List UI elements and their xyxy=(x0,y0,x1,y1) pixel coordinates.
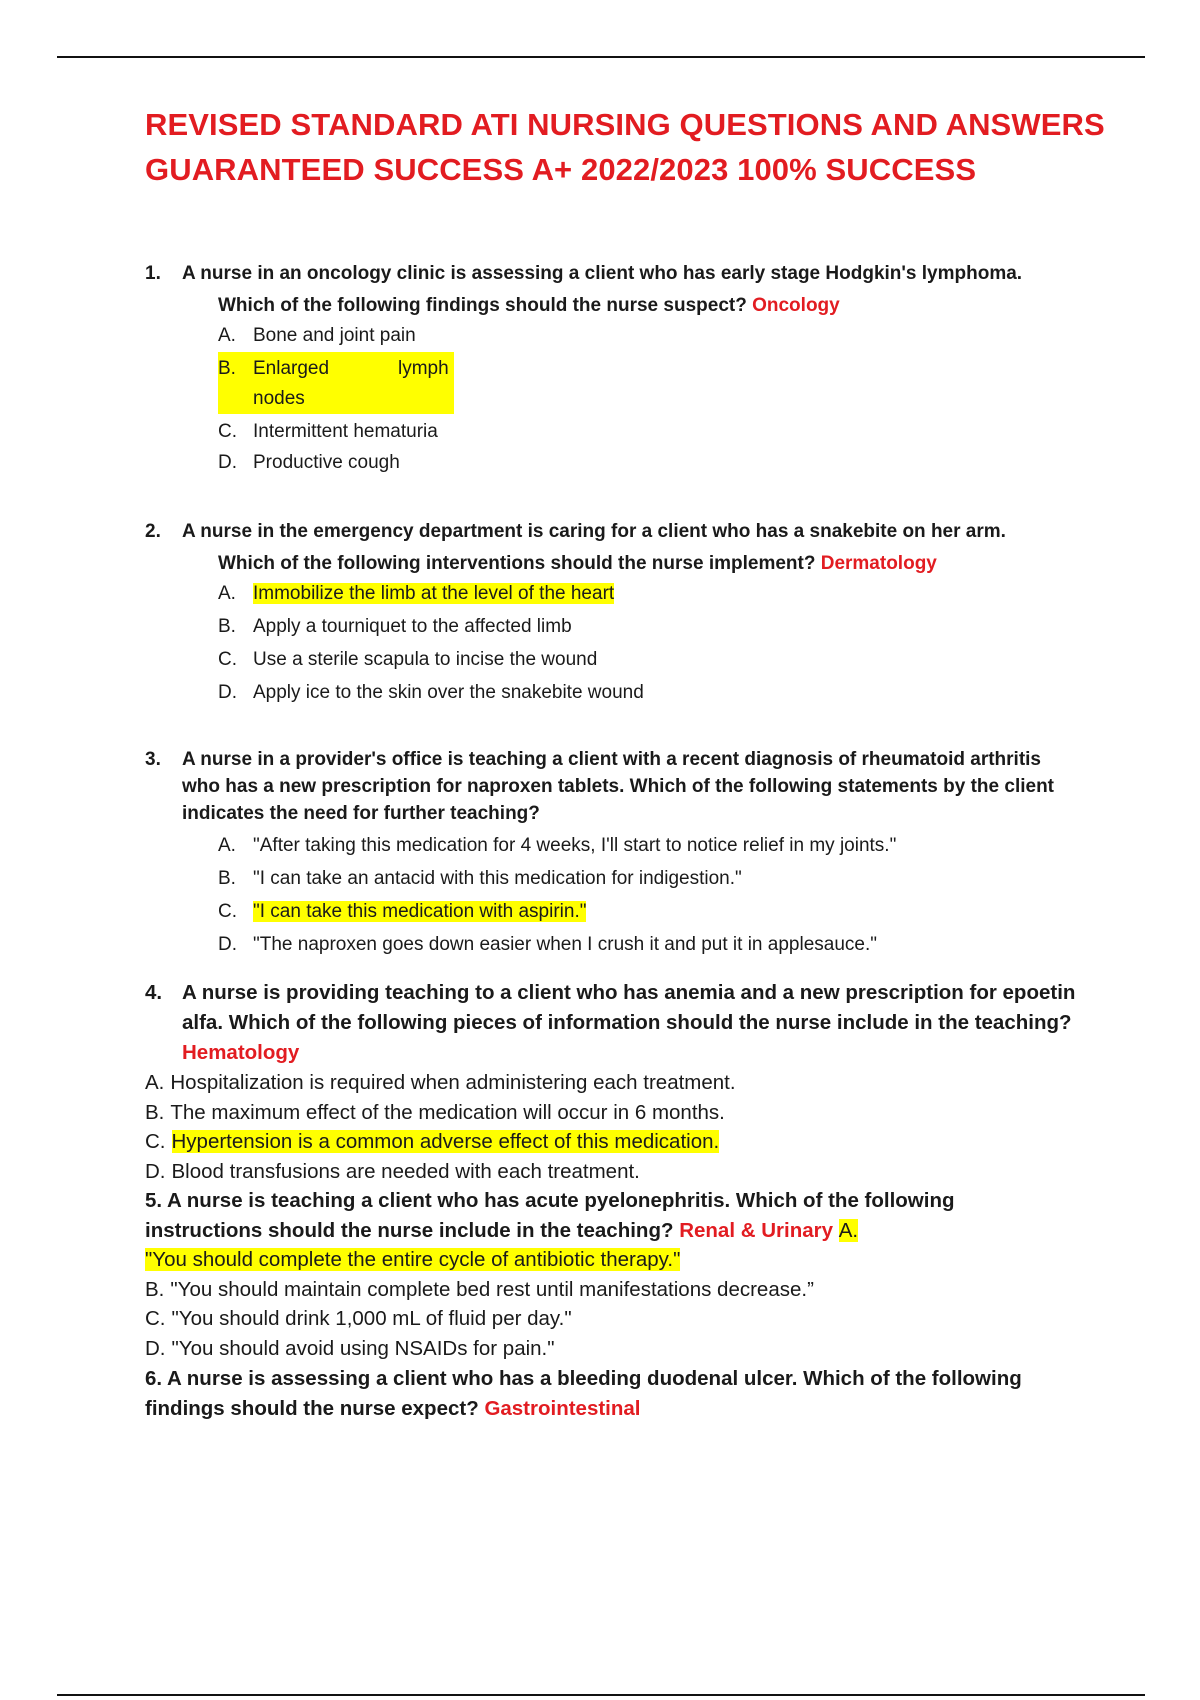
category-label: Gastrointestinal xyxy=(484,1396,641,1420)
question-stem: 2. A nurse in the emergency department is caring for a client who has a snakebite on her arm. xyxy=(145,518,1085,545)
option-c: C. "You should drink 1,000 mL of fluid per day." xyxy=(145,1307,572,1330)
question-5 xyxy=(145,1186,1085,1363)
question-number: 1. xyxy=(145,263,161,284)
option-d: D. "The naproxen goes down easier when I crush it and put it in applesauce." xyxy=(218,934,877,955)
category-label: Hematology xyxy=(182,1041,300,1064)
category-label: Oncology xyxy=(752,295,840,316)
question-4 xyxy=(145,978,1085,1186)
question-number: 2. xyxy=(145,521,161,542)
option-a: A. Hospitalization is required when administering each treatment. xyxy=(145,1071,736,1094)
option-d: D. Apply ice to the skin over the snakebite wound xyxy=(218,682,644,703)
option-a-correct: A. Immobilize the limb at the level of the heart xyxy=(218,583,615,604)
question-2 xyxy=(145,518,1085,709)
option-d: D. Productive cough xyxy=(218,452,400,473)
title-line-2: GUARANTEED SUCCESS A+ 2022/2023 100% SUCCESS xyxy=(145,152,977,187)
option-c-correct: C. "I can take this medication with aspirin." xyxy=(218,901,587,922)
option-b: B. "I can take an antacid with this medication for indigestion." xyxy=(218,868,742,889)
category-label: Dermatology xyxy=(820,553,937,574)
option-b-correct: B. Enlarged lymph nodes xyxy=(145,352,1085,418)
option-c: C. Use a sterile scapula to incise the wound xyxy=(218,649,598,670)
option-b: B. Apply a tourniquet to the affected limb xyxy=(218,616,572,637)
option-a-correct: "You should complete the entire cycle of antibiotic therapy." xyxy=(145,1248,681,1271)
title-line-1: REVISED STANDARD ATI NURSING QUESTIONS AND ANSWERS xyxy=(145,107,1105,142)
option-d: D. Blood transfusions are needed with each treatment. xyxy=(145,1159,640,1183)
question-number: 3. xyxy=(145,749,161,770)
question-stem: 3. A nurse in a provider's office is teaching a client with a recent diagnosis of rheumatoid arthritis who has a new prescription for naproxen tablets. Which of the following statements by the client indicates the need for further teaching? xyxy=(145,746,1085,827)
option-c-correct: C. Hypertension is a common adverse effect of this medication. xyxy=(145,1130,720,1153)
question-stem: 5. A nurse is teaching a client who has acute pyelonephritis. Which of the following xyxy=(145,1189,955,1212)
question-number: 4. xyxy=(145,981,163,1004)
question-stem: 1. A nurse in an oncology clinic is assessing a client who has early stage Hodgkin's lymphoma. xyxy=(145,260,1085,287)
question-stem-cont: Which of the following findings should the nurse suspect? Oncology xyxy=(218,295,840,316)
question-1 xyxy=(145,260,1085,479)
bottom-rule xyxy=(57,1694,1145,1696)
category-label: Renal & Urinary xyxy=(679,1218,834,1242)
option-d: D. "You should avoid using NSAIDs for pain." xyxy=(145,1336,555,1360)
question-stem-cont: Which of the following interventions should the nurse implement? Dermatology xyxy=(218,553,937,574)
option-b: B. The maximum effect of the medication will occur in 6 months. xyxy=(145,1100,725,1124)
question-6 xyxy=(145,1364,1085,1423)
question-stem-cont: findings should the nurse expect? Gastrointestinal xyxy=(145,1396,641,1420)
question-stem: 4. A nurse is providing teaching to a client who has anemia and a new prescription for epoetin alfa. Which of the following pieces of information should the nurse include in the teaching? Hematology xyxy=(145,978,1085,1068)
question-3 xyxy=(145,746,1085,961)
option-b: B. "You should maintain complete bed rest until manifestations decrease.” xyxy=(145,1277,814,1301)
option-a: A. "After taking this medication for 4 weeks, I'll start to notice relief in my joints." xyxy=(218,835,897,856)
option-a: A. Bone and joint pain xyxy=(218,325,416,346)
question-stem-cont: instructions should the nurse include in the teaching? Renal & Urinary A. xyxy=(145,1218,859,1242)
option-c: C. Intermittent hematuria xyxy=(218,421,438,442)
question-number: 5. xyxy=(145,1189,163,1212)
question-number: 6. xyxy=(145,1367,163,1390)
top-rule xyxy=(57,56,1145,58)
page-title xyxy=(145,102,1105,192)
question-stem: 6. A nurse is assessing a client who has a bleeding duodenal ulcer. Which of the following xyxy=(145,1367,1022,1390)
